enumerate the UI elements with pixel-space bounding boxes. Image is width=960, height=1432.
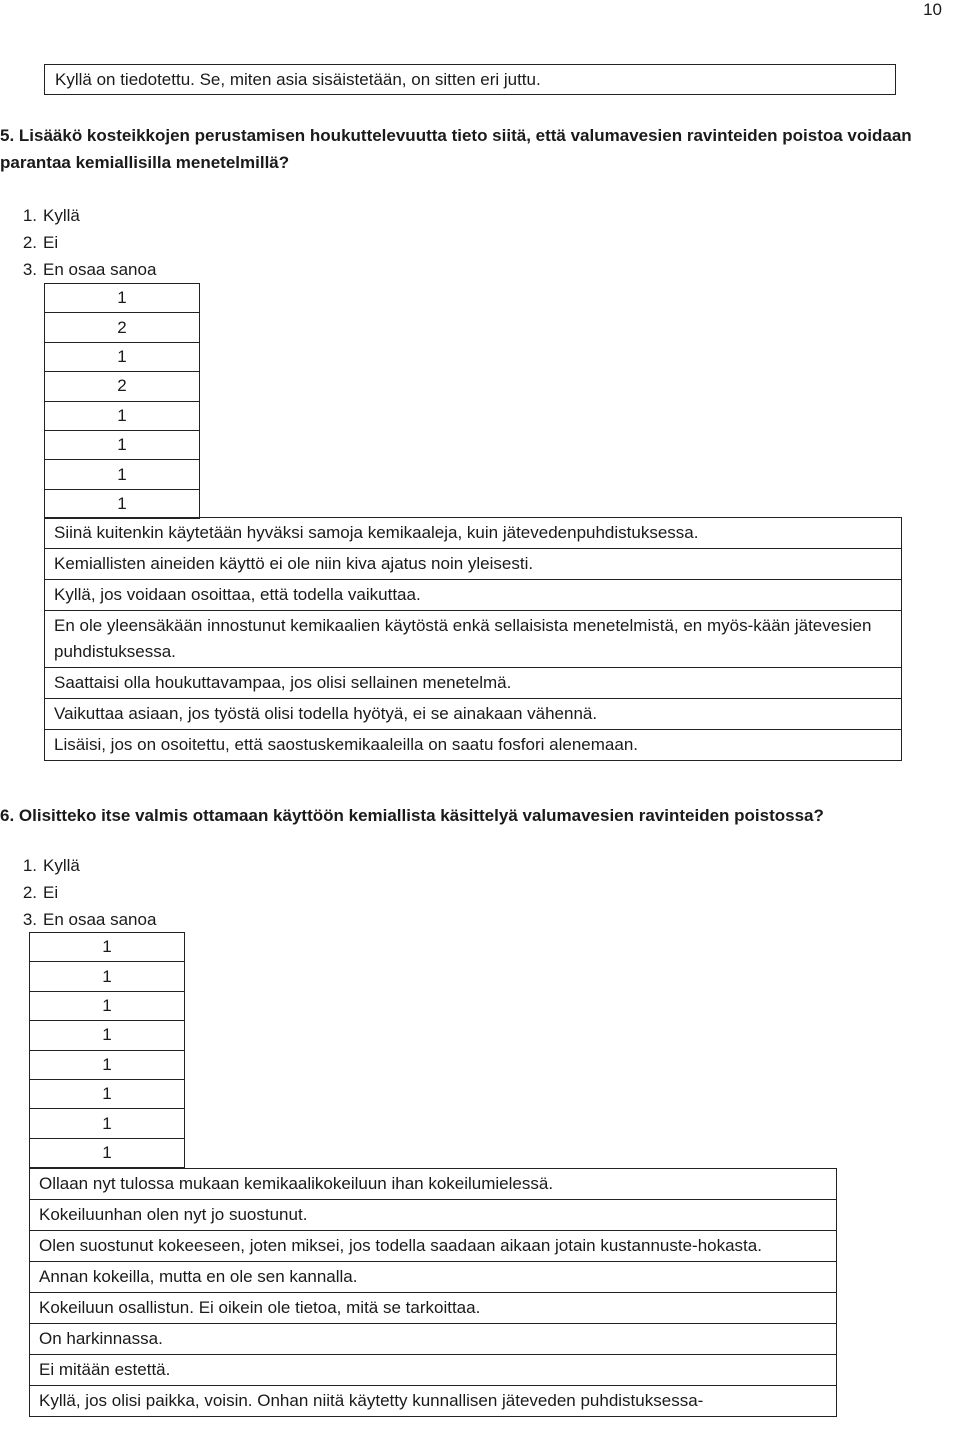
page-number: 10 [923,0,942,19]
table-row [45,730,902,761]
table-row [30,1386,837,1417]
answer-cell: 1 [30,1021,185,1050]
answer-cell: 1 [30,991,185,1020]
comment-cell: Kemiallisten aineiden käyttö ei ole niin kiva ajatus noin yleisesti. [45,549,902,580]
answer-cell: 1 [45,460,200,489]
comment-cell: Vaikuttaa asiaan, jos työstä olisi todella hyötyä, ei se ainakaan vähennä. [45,699,902,730]
answer-cell: 2 [45,313,200,342]
question-6-title: 6. Olisitteko itse valmis ottamaan käyttöön kemiallista käsittelyä valumavesien ravinteiden poistossa? [0,806,824,825]
table-row [45,430,200,459]
table-row [30,991,185,1020]
option-item: 2. Ei [22,883,59,902]
comment-cell: Saattaisi olla houkuttavampaa, jos olisi sellainen menetelmä. [45,668,902,699]
option-item: 1. Kyllä [22,856,80,875]
answer-cell: 1 [45,489,200,518]
question-5-title: 5. Lisääkö kosteikkojen perustamisen houkuttelevuutta tieto siitä, että valumavesien ravinteiden poistoa voidaan parantaa kemiallisilla menetelmillä? [0,126,912,172]
table-row [45,489,200,518]
comment-cell: Annan kokeilla, mutta en ole sen kannalla. [30,1262,837,1293]
table-row [30,1262,837,1293]
option-item: 3. En osaa sanoa [22,260,157,279]
comment-cell: Siinä kuitenkin käytetään hyväksi samoja kemikaaleja, kuin jätevedenpuhdistuksessa. [45,518,902,549]
option-item: 1. Kyllä [22,206,80,225]
comment-cell: En ole yleensäkään innostunut kemikaalien käytöstä enkä sellaisista menetelmistä, en myös-kään jätevesien puhdistuksessa. [45,611,902,668]
comment-cell: Kyllä, jos olisi paikka, voisin. Onhan niitä käytetty kunnallisen jäteveden puhdistuksessa- [30,1386,837,1417]
answer-cell: 1 [30,1079,185,1108]
question-6-comments-table [29,1168,837,1417]
comment-cell: Kyllä, jos voidaan osoittaa, että todella vaikuttaa. [45,580,902,611]
comment-cell: Kokeiluun osallistun. Ei oikein ole tietoa, mitä se tarkoittaa. [30,1293,837,1324]
answer-cell: 1 [30,933,185,962]
question-5-options [0,202,156,283]
table-row [45,313,200,342]
table-row [45,668,902,699]
table-row [45,372,200,401]
table-row [30,933,185,962]
table-row [30,1109,185,1138]
table-row [45,611,902,668]
answer-cell: 1 [30,1109,185,1138]
comment-cell: Olen suostunut kokeeseen, joten miksei, jos todella saadaan aikaan jotain kustannuste-hokasta. [30,1231,837,1262]
table-row [45,549,902,580]
question-5-comments-table [44,517,902,761]
table-row [30,1079,185,1108]
answer-cell: 1 [30,962,185,991]
table-row [45,342,200,371]
question-6-options [0,852,156,933]
previous-answer-comment: Kyllä on tiedotettu. Se, miten asia sisäistetään, on sitten eri juttu. [44,64,896,95]
comment-cell: Ei mitään estettä. [30,1355,837,1386]
comment-cell: On harkinnassa. [30,1324,837,1355]
table-row [30,1200,837,1231]
table-row [30,1324,837,1355]
answer-cell: 1 [45,342,200,371]
answer-cell: 1 [45,284,200,313]
table-row [30,1138,185,1167]
answer-cell: 1 [45,401,200,430]
table-row [45,401,200,430]
table-row [30,1293,837,1324]
comment-cell: Ollaan nyt tulossa mukaan kemikaalikokeiluun ihan kokeilumielessä. [30,1169,837,1200]
table-row [45,460,200,489]
option-item: 2. Ei [22,233,59,252]
comment-cell: Kokeiluunhan olen nyt jo suostunut. [30,1200,837,1231]
table-row [30,962,185,991]
table-row [45,518,902,549]
answer-cell: 1 [30,1138,185,1167]
table-row [30,1169,837,1200]
comment-cell: Lisäisi, jos on osoitettu, että saostuskemikaaleilla on saatu fosfori alenemaan. [45,730,902,761]
table-row [45,580,902,611]
answer-cell: 2 [45,372,200,401]
answer-cell: 1 [30,1050,185,1079]
answer-cell: 1 [45,430,200,459]
table-row [30,1021,185,1050]
table-row [30,1231,837,1262]
table-row [45,699,902,730]
question-6-answer-table [29,932,185,1168]
table-row [45,284,200,313]
question-5-answer-table [44,283,200,519]
table-row [30,1355,837,1386]
table-row [30,1050,185,1079]
option-item: 3. En osaa sanoa [22,910,157,929]
